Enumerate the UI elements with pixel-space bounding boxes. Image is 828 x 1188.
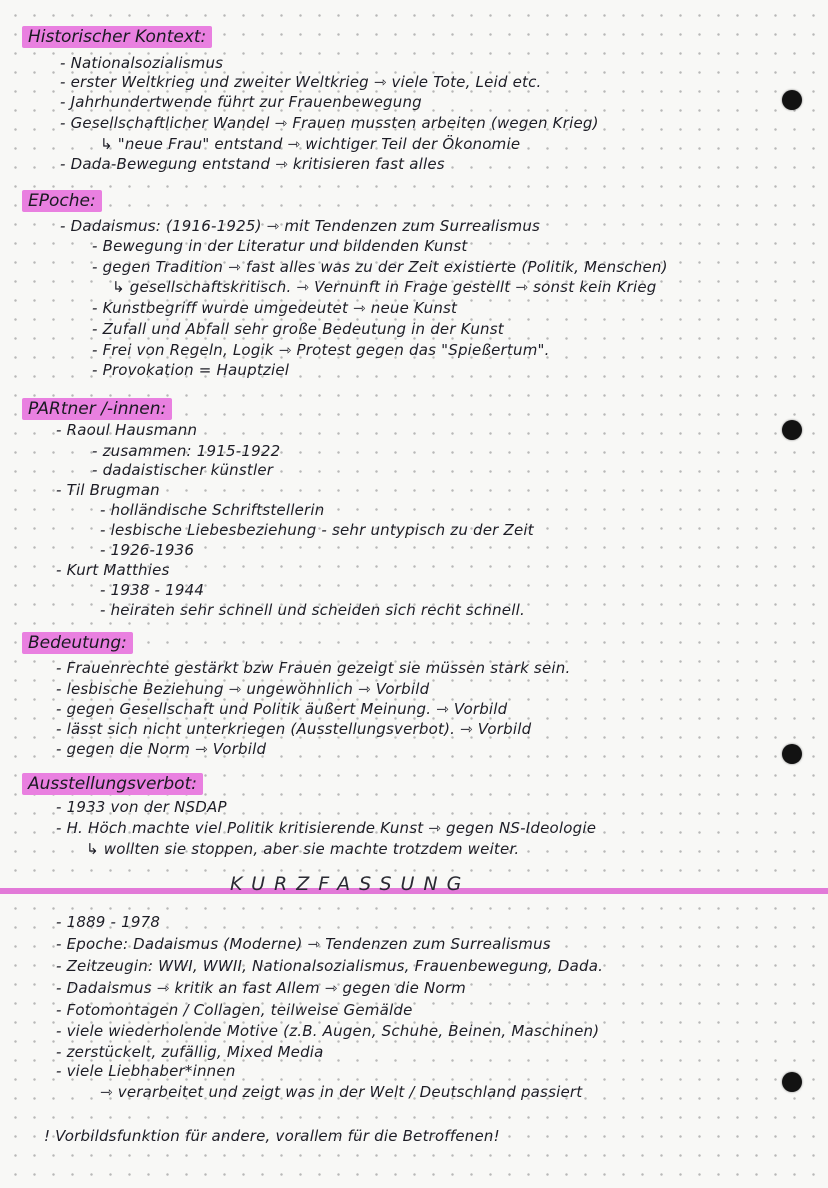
section-heading: EPoche: xyxy=(22,190,102,212)
note-line: - viele Liebhaber*innen xyxy=(56,1062,236,1080)
note-line: - lesbische Liebesbeziehung - sehr untypisch zu der Zeit xyxy=(100,521,534,539)
note-line: - Epoche: Dadaismus (Moderne) ⇾ Tendenzen zum Surrealismus xyxy=(56,935,551,953)
note-line: - holländische Schriftstellerin xyxy=(100,501,325,519)
binder-hole xyxy=(782,1072,802,1092)
note-line: - zusammen: 1915-1922 xyxy=(92,442,281,460)
note-line: - erster Weltkrieg und zweiter Weltkrieg ⇾ viele Tote, Leid etc. xyxy=(60,73,542,91)
note-line: - Frei von Regeln, Logik ⇾ Protest gegen das "Spießertum". xyxy=(92,341,550,359)
note-line: - gegen Gesellschaft und Politik äußert Meinung. ⇾ Vorbild xyxy=(56,700,508,718)
note-line: - Nationalsozialismus xyxy=(60,54,224,72)
note-line: - Fotomontagen / Collagen, teilweise Gemälde xyxy=(56,1001,413,1019)
note-line: - lässt sich nicht unterkriegen (Ausstellungsverbot). ⇾ Vorbild xyxy=(56,720,532,738)
section-heading: Ausstellungsverbot: xyxy=(22,773,203,795)
note-line: ↳ wollten sie stoppen, aber sie machte trotzdem weiter. xyxy=(86,840,520,858)
binder-hole xyxy=(782,744,802,764)
note-line: - 1926-1936 xyxy=(100,541,195,559)
note-line: - Kunstbegriff wurde umgedeutet ⇾ neue Kunst xyxy=(92,299,458,317)
note-line: - zerstückelt, zufällig, Mixed Media xyxy=(56,1043,324,1061)
note-line: - Zeitzeugin: WWI, WWII, Nationalsozialismus, Frauenbewegung, Dada. xyxy=(56,957,604,975)
note-line: - Provokation = Hauptziel xyxy=(92,361,290,379)
note-line: - Jahrhundertwende führt zur Frauenbewegung xyxy=(60,93,422,111)
note-line: - heiraten sehr schnell und scheiden sich recht schnell. xyxy=(100,601,525,619)
note-line: - Kurt Matthies xyxy=(56,561,170,579)
note-line: - Gesellschaftlicher Wandel ⇾ Frauen mussten arbeiten (wegen Krieg) xyxy=(60,114,599,132)
note-line: - Til Brugman xyxy=(56,481,160,499)
note-line: ⇾ verarbeitet und zeigt was in der Welt / Deutschland passiert xyxy=(100,1083,583,1101)
note-line: ↳ gesellschaftskritisch. ⇾ Vernunft in Frage gestellt ⇾ sonst kein Krieg xyxy=(112,278,657,296)
binder-hole xyxy=(782,90,802,110)
note-line: - Raoul Hausmann xyxy=(56,421,198,439)
note-line: - H. Höch machte viel Politik kritisierende Kunst ⇾ gegen NS-Ideologie xyxy=(56,819,597,837)
note-line: - dadaistischer künstler xyxy=(92,461,274,479)
note-line: ! Vorbildsfunktion für andere, vorallem für die Betroffenen! xyxy=(44,1127,500,1145)
section-heading: PARtner /-innen: xyxy=(22,398,172,420)
note-line: - 1938 - 1944 xyxy=(100,581,205,599)
note-line: - gegen Tradition ⇾ fast alles was zu der Zeit existierte (Politik, Menschen) xyxy=(92,258,668,276)
note-line: - Dadaismus: (1916-1925) ⇾ mit Tendenzen zum Surrealismus xyxy=(60,217,541,235)
note-line: - Bewegung in der Literatur und bildenden Kunst xyxy=(92,237,468,255)
note-line: - Dadaismus ⇾ kritik an fast Allem ⇾ gegen die Norm xyxy=(56,979,466,997)
kurzfassung-heading: KURZFASSUNG xyxy=(230,873,471,895)
note-line: - Frauenrechte gestärkt bzw Frauen gezeigt sie müssen stark sein. xyxy=(56,659,571,677)
section-heading: Bedeutung: xyxy=(22,632,133,654)
note-line: - lesbische Beziehung ⇾ ungewöhnlich ⇾ Vorbild xyxy=(56,680,430,698)
note-line: - viele wiederholende Motive (z.B. Augen, Schuhe, Beinen, Maschinen) xyxy=(56,1022,600,1040)
note-line: - Dada-Bewegung entstand ⇾ kritisieren fast alles xyxy=(60,155,445,173)
note-line: - Zufall und Abfall sehr große Bedeutung in der Kunst xyxy=(92,320,504,338)
note-line: ↳ "neue Frau" entstand ⇾ wichtiger Teil der Ökonomie xyxy=(100,135,521,153)
note-line: - 1933 von der NSDAP xyxy=(56,798,227,816)
binder-hole xyxy=(782,420,802,440)
note-line: - gegen die Norm ⇾ Vorbild xyxy=(56,740,267,758)
note-line: - 1889 - 1978 xyxy=(56,913,161,931)
section-heading: Historischer Kontext: xyxy=(22,26,212,48)
